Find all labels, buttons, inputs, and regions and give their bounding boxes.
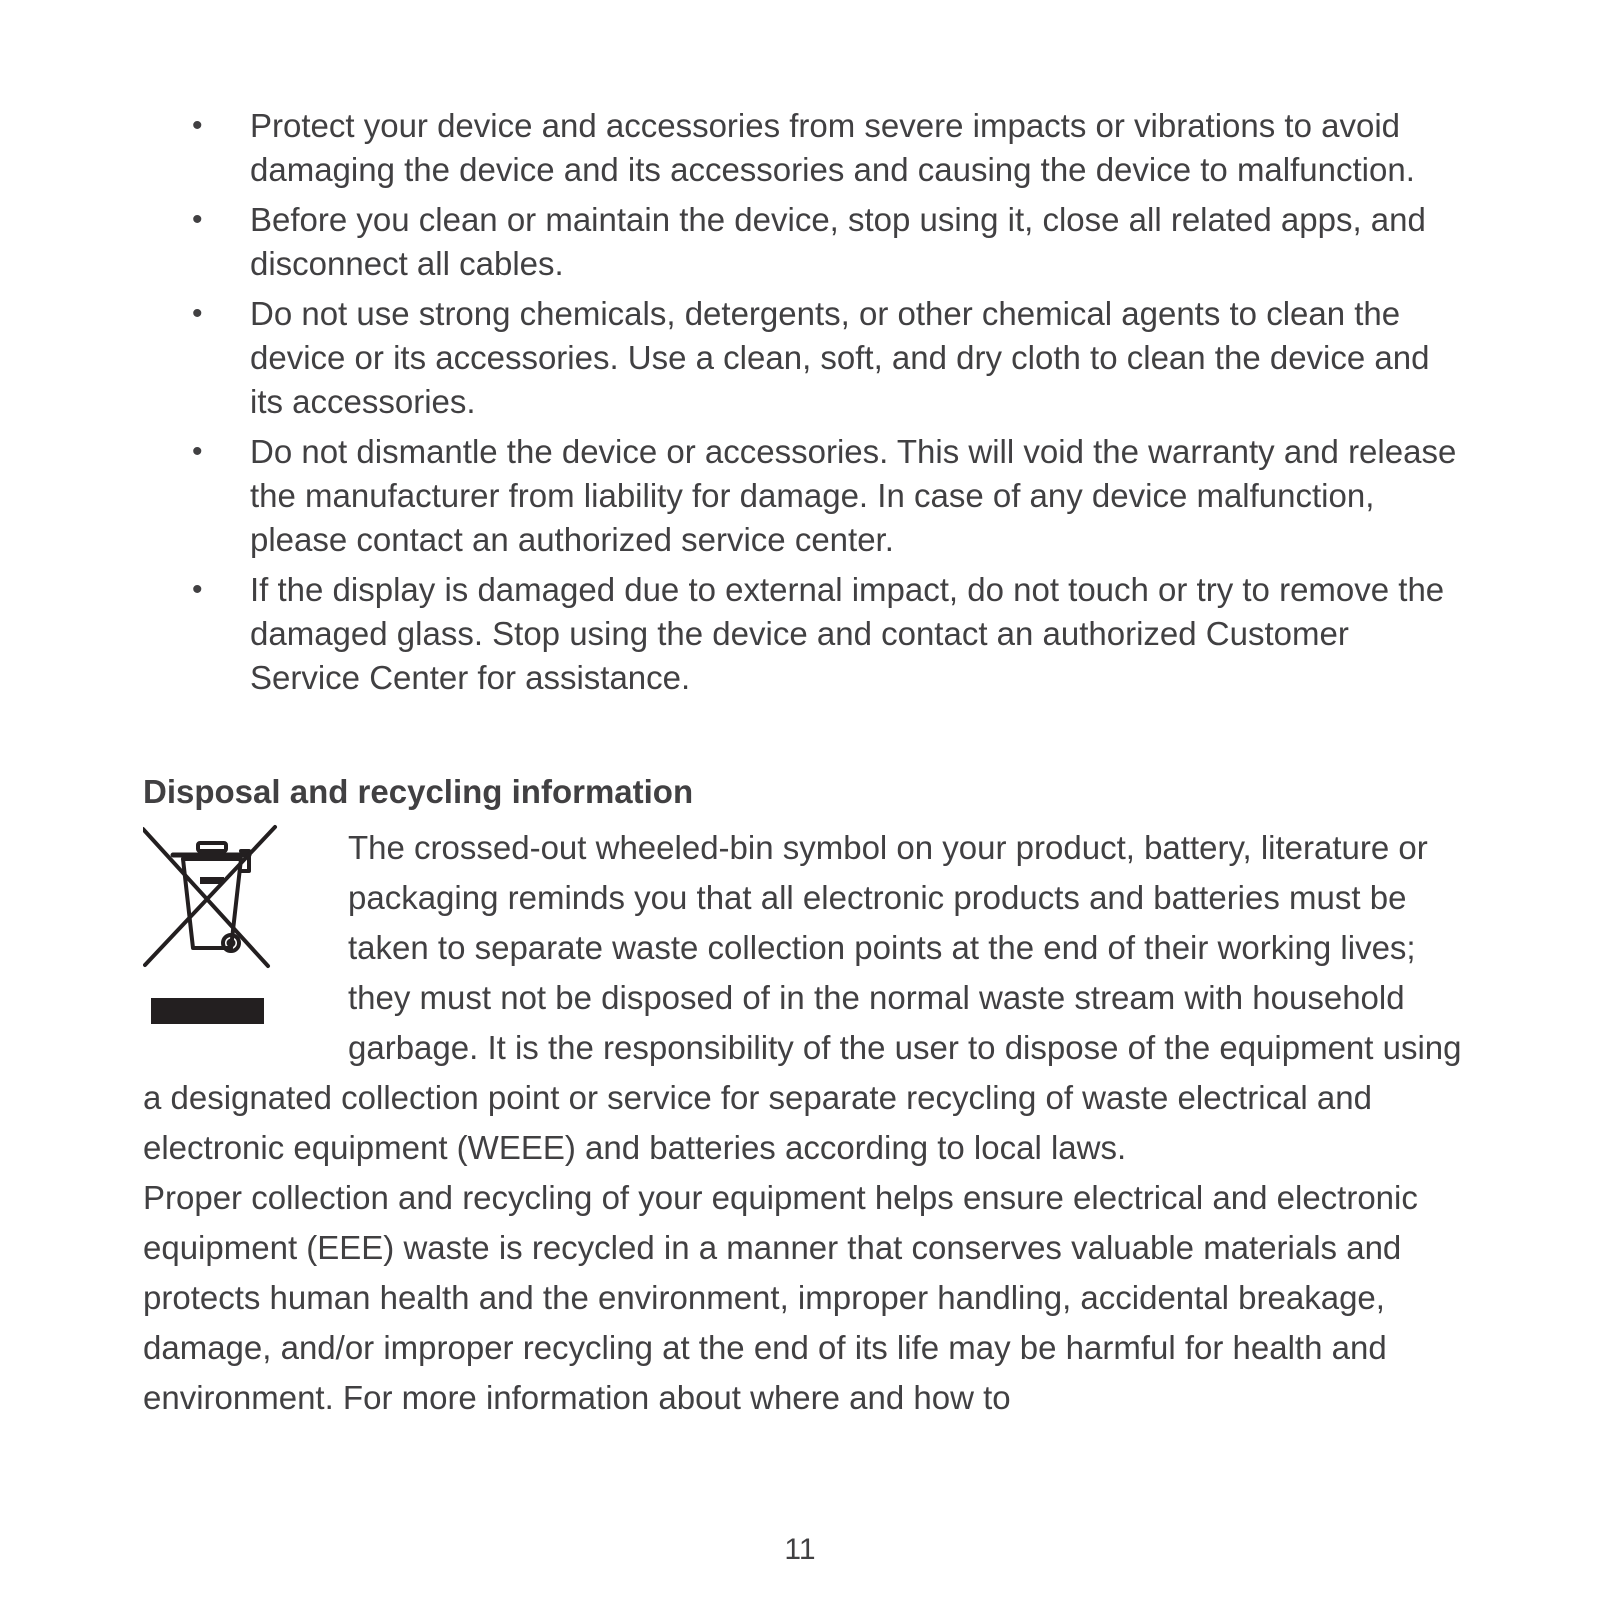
- disposal-paragraph-2: Proper collection and recycling of your equipment helps ensure electrical and electronic equipment (EEE) waste is recycled in a manner that conserves valuable materials and protects human health and the environment, improper handling, accidental breakage, damage, and/or improper recycling at the end of its life may be harmful for health and environment. For more information about where and how to: [143, 1179, 1418, 1416]
- list-item: [0, 104, 1600, 192]
- bullet-dot: •: [192, 435, 203, 468]
- disposal-paragraph-1: The crossed-out wheeled-bin symbol on your product, battery, literature or packaging reminds you that all electronic products and batteries must be taken to separate waste collection points at the end of their working lives; they must not be disposed of in the normal waste stream with household garbage. It is the responsibility of the user to dispose of the equipment using a designated collection point or service for separate recycling of waste electrical and electronic equipment (WEEE) and batteries according to local laws.: [143, 829, 1462, 1166]
- bullet-text-dismantle: Do not dismantle the device or accessories. This will void the warranty and release the manufacturer from liability for damage. In case of any device malfunction, please contact an authorized service center.: [250, 433, 1457, 558]
- crossed-out-wheeled-bin-icon: [143, 823, 348, 1069]
- bullet-text-chemicals: Do not use strong chemicals, detergents, or other chemical agents to clean the device or its accessories. Use a clean, soft, and dry cloth to clean the device and its accessories.: [250, 295, 1430, 420]
- section-heading: Disposal and recycling information: [143, 773, 694, 810]
- bullet-dot: •: [192, 109, 203, 142]
- disposal-section: [143, 823, 1473, 1423]
- list-item: [0, 568, 1600, 700]
- page-number: 11: [784, 1533, 816, 1566]
- bullet-text-impacts: Protect your device and accessories from severe impacts or vibrations to avoid damaging the device and its accessories and causing the device to malfunction.: [250, 107, 1415, 188]
- bullet-dot: •: [192, 203, 203, 236]
- list-item: [0, 430, 1600, 562]
- list-item: [0, 292, 1600, 424]
- bullet-list: [0, 104, 1600, 706]
- bullet-text-cleaning: Before you clean or maintain the device, stop using it, close all related apps, and disconnect all cables.: [250, 201, 1426, 282]
- bullet-dot: •: [192, 573, 203, 606]
- bullet-dot: •: [192, 297, 203, 330]
- list-item: [0, 198, 1600, 286]
- bullet-text-display: If the display is damaged due to external impact, do not touch or try to remove the damaged glass. Stop using the device and contact an authorized Customer Service Center for assistance.: [250, 571, 1445, 696]
